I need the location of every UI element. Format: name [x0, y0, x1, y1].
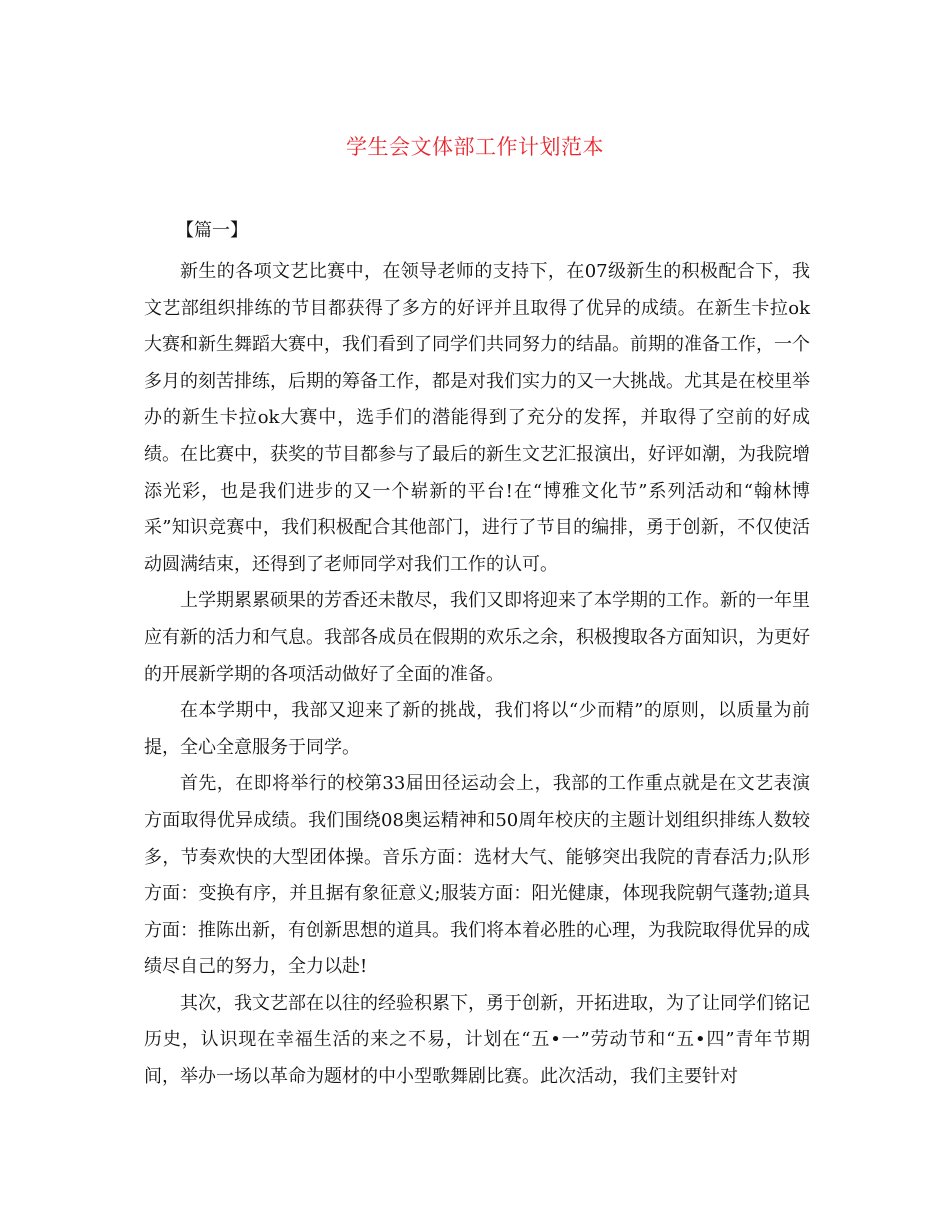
paragraph-3: 在本学期中，我部又迎来了新的挑战，我们将以“少而精”的原则，以质量为前提，全心全意服务于同学。	[144, 700, 810, 758]
paragraph-5: 其次，我文艺部在以往的经验积累下，勇于创新，开拓进取，为了让同学们铭记历史，认识现在幸福生活的来之不易，计划在“五•一”劳动节和“五•四”青年节期间，举办一场以革命为题材的中小型歌舞剧比赛。此次活动，我们主要针对	[144, 992, 810, 1088]
paragraph-1: 新生的各项文艺比赛中，在领导老师的支持下，在07级新生的积极配合下，我文艺部组织排练的节目都获得了多方的好评并且取得了优异的成绩。在新生卡拉ok大赛和新生舞蹈大赛中，我们看到了同学们共同努力的结晶。前期的准备工作，一个多月的刻苦排练，后期的筹备工作，都是对我们实力的又一大挑战。尤其是在校里举办的新生卡拉ok大赛中，选手们的潜能得到了充分的发挥，并取得了空前的好成绩。在比赛中，获奖的节目都参与了最后的新生文艺汇报演出，好评如潮，为我院增添光彩，也是我们进步的又一个崭新的平台!在“博雅文化节”系列活动和“翰林博采”知识竞赛中，我们积极配合其他部门，进行了节目的编排，勇于创新，不仅使活动圆满结束，还得到了老师同学对我们工作的认可。	[144, 261, 810, 575]
document-title: 学生会文体部工作计划范本	[346, 135, 604, 159]
paragraph-4: 首先，在即将举行的校第33届田径运动会上，我部的工作重点就是在文艺表演方面取得优异成绩。我们围绕08奥运精神和50周年校庆的主题计划组织排练人数较多，节奏欢快的大型团体操。音乐方面：选材大气、能够突出我院的青春活力;队形方面：变换有序，并且据有象征意义;服装方面：阳光健康，体现我院朝气蓬勃;道具方面：推陈出新，有创新思想的道具。我们将本着必胜的心理，为我院取得优异的成绩尽自己的努力，全力以赴!	[144, 773, 811, 978]
document-body	[144, 254, 810, 1096]
section-label: 【篇一】	[176, 220, 248, 241]
paragraph-2: 上学期累累硕果的芳香还未散尽，我们又即将迎来了本学期的工作。新的一年里应有新的活力和气息。我部各成员在假期的欢乐之余，积极搜取各方面知识，为更好的开展新学期的各项活动做好了全面的准备。	[144, 590, 810, 685]
